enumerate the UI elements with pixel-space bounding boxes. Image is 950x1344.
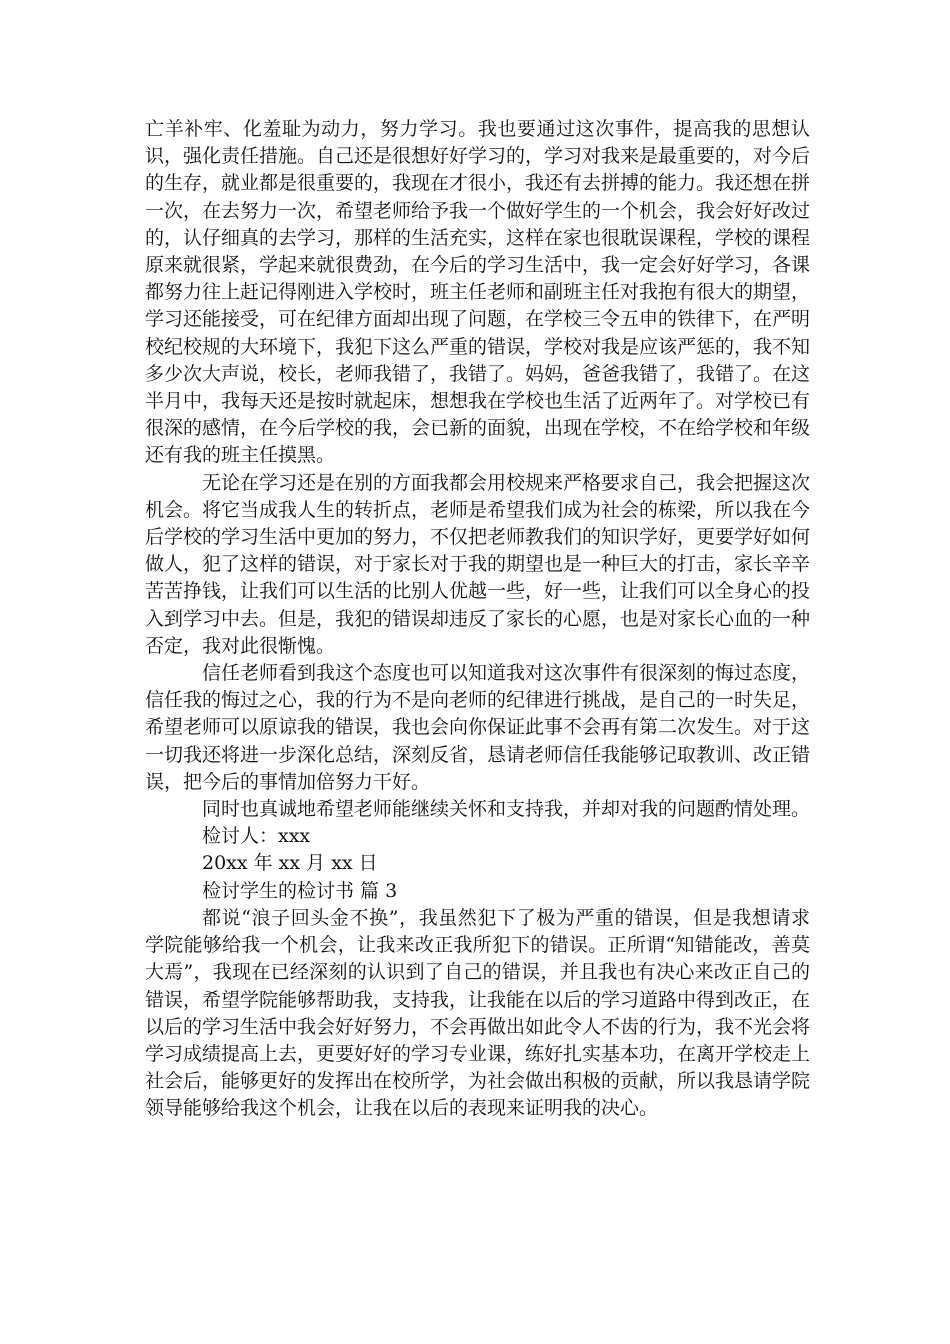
- paragraph-2: 无论在学习还是在别的方面我都会用校规来严格要求自己，我会把握这次机会。将它当成我人生的转折点，老师是希望我们成为社会的栋梁，所以我在今后学校的学习生活中更加的努力，不仅把老师教我们的知识学好，更要学好如何做人，犯了这样的错误，对于家长对于我的期望也是一种巨大的打击，家长辛辛苦苦挣钱，让我们可以生活的比别人优越一些，好一些，让我们可以全身心的投入到学习中去。但是，我犯的错误却违反了家长的心愿，也是对家长心血的一种否定，我对此很惭愧。: [145, 471, 811, 657]
- paragraph-3: 信任老师看到我这个态度也可以知道我对这次事件有很深刻的悔过态度，信任我的悔过之心，我的行为不是向老师的纪律进行挑战，是自己的一时失足，希望老师可以原谅我的错误，我也会向你保证此事不会再有第二次发生。对于这一切我还将进一步深化总结，深刻反省，恳请老师信任我能够记取教训、改正错误，把今后的事情加倍努力干好。: [145, 662, 811, 793]
- signature-date: 20xx 年 xx 月 xx 日: [202, 852, 378, 875]
- section-heading: 检讨学生的检讨书 篇 3: [202, 879, 398, 902]
- signature-name: 检讨人：xxx: [202, 825, 311, 848]
- document-body: [145, 116, 810, 1123]
- paragraph-final: 都说“浪子回头金不换”，我虽然犯下了极为严重的错误，但是我想请求学院能够给我一个机会，让我来改正我所犯下的错误。正所谓“知错能改，善莫大焉”，我现在已经深刻的认识到了自己的错误，并且我也有决心来改正自己的错误，希望学院能够帮助我，支持我，让我能在以后的学习道路中得到改正，在以后的学习生活中我会好好努力，不会再做出如此令人不齿的行为，我不光会将学习成绩提高上去，更要好好的学习专业课，练好扎实基本功，在离开学校走上社会后，能够更好的发挥出在校所学，为社会做出积极的贡献，所以我恳请学院领导能够给我这个机会，让我在以后的表现来证明我的决心。: [145, 906, 811, 1120]
- paragraph-1: 亡羊补牢、化羞耻为动力，努力学习。我也要通过这次事件，提高我的思想认识，强化责任措施。自己还是很想好好学习的，学习对我来是最重要的，对今后的生存，就业都是很重要的，我现在才很小，我还有去拼搏的能力。我还想在拼一次，在去努力一次，希望老师给予我一个做好学生的一个机会，我会好好改过的，认仔细真的去学习，那样的生活充实，这样在家也很耽误课程，学校的课程原来就很紧，学起来就很费劲，在今后的学习生活中，我一定会好好学习，各课都努力往上赶记得刚进入学校时，班主任老师和副班主任对我抱有很大的期望，学习还能接受，可在纪律方面却出现了问题，在学校三令五申的铁律下，在严明校纪校规的大环境下，我犯下这么严重的错误，学校对我是应该严惩的，我不知多少次大声说，校长，老师我错了，我错了。妈妈，爸爸我错了，我错了。在这半月中，我每天还是按时就起床，想想我在学校也生活了近两年了。对学校已有很深的感情，在今后学校的我，会已新的面貌，出现在学校，不在给学校和年级还有我的班主任摸黑。: [145, 118, 811, 467]
- paragraph-4: 同时也真诚地希望老师能继续关怀和支持我，并却对我的问题酌情处理。: [202, 798, 811, 821]
